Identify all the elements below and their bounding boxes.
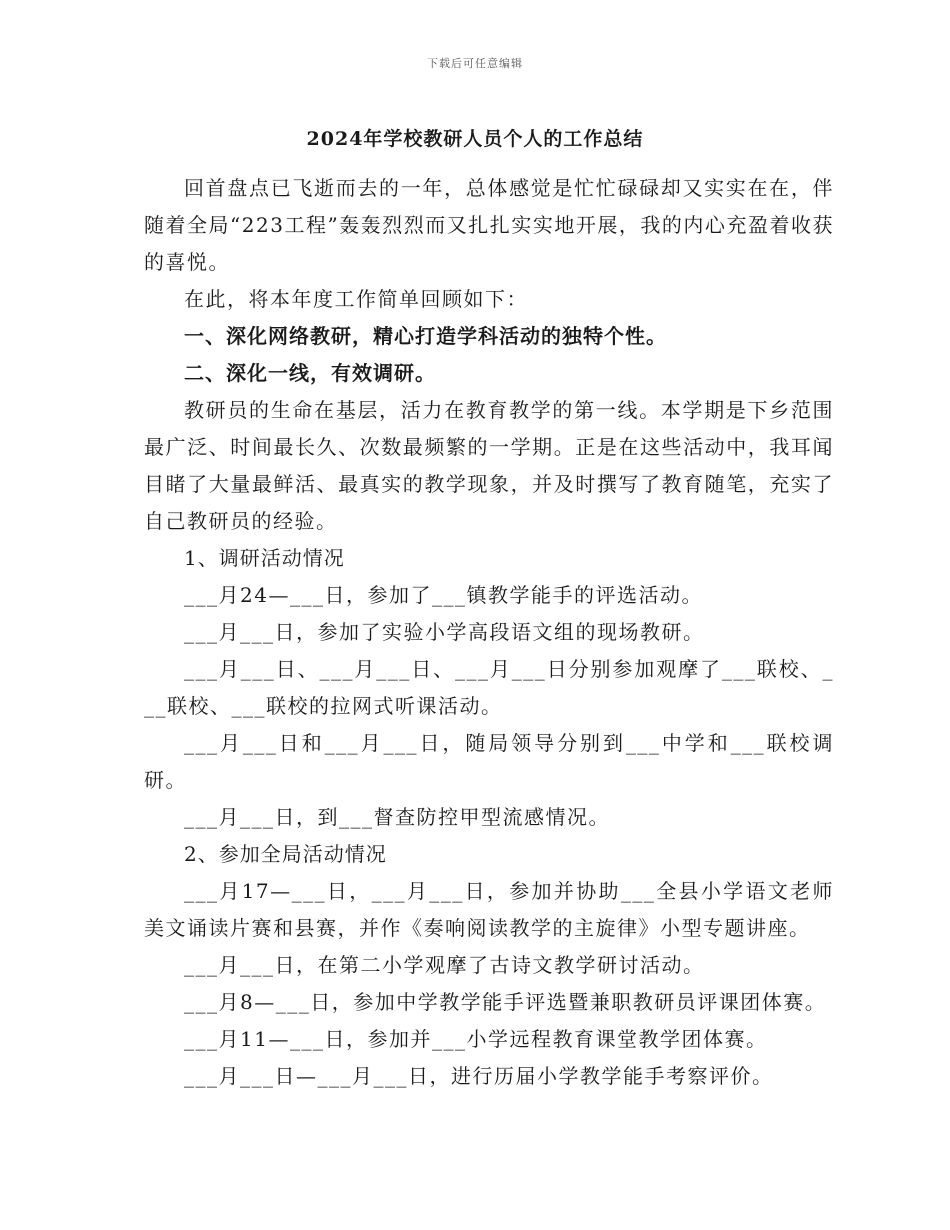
list-item: ___月___日，到___督查防控甲型流感情况。 <box>184 805 610 829</box>
section-heading-1: 一、深化网络教研，精心打造学科活动的独特个性。 <box>184 324 667 348</box>
subheading-bureau-activities: 2、参加全局活动情况 <box>184 842 387 866</box>
list-item: ___月___日、___月___日、___月___日分别参加观摩了___联校、___联校、___联校的拉网式听课活动。 <box>144 657 834 718</box>
subheading-research-activities: 1、调研活动情况 <box>184 546 345 570</box>
list-item: ___月17—___日，___月___日，参加并协助___全县小学语文老师美文诵读片赛和县赛，并作《奏响阅读教学的主旋律》小型专题讲座。 <box>144 879 834 940</box>
paragraph-review-intro: 在此，将本年度工作简单回顾如下： <box>184 287 528 311</box>
list-item: ___月___日—___月___日，进行历届小学教学能手考察评价。 <box>184 1064 774 1088</box>
list-item: ___月___日，参加了实验小学高段语文组的现场教研。 <box>184 620 705 644</box>
list-item: ___月11—___日，参加并___小学远程教育课堂教学团体赛。 <box>184 1027 768 1051</box>
list-item: ___月___日和___月___日，随局领导分别到___中学和___联校调研。 <box>144 731 834 792</box>
list-item: ___月___日，在第二小学观摩了古诗文教学研讨活动。 <box>184 953 705 977</box>
header-note: 下载后可任意编辑 <box>427 57 523 70</box>
list-item: ___月8—___日，参加中学教学能手评选暨兼职教研员评课团体赛。 <box>184 990 827 1014</box>
page-title: 2024年学校教研人员个人的工作总结 <box>306 128 644 150</box>
list-item: ___月24—___日，参加了___镇教学能手的评选活动。 <box>184 583 703 607</box>
paragraph-frontline: 教研员的生命在基层，活力在教育教学的第一线。本学期是下乡范围最广泛、时间最长久、次数最频繁的一学期。正是在这些活动中，我耳闻目睹了大量最鲜活、最真实的教学现象，并及时撰写了教育随笔，充实了自己教研员的经验。 <box>144 398 834 533</box>
section-heading-2: 二、深化一线，有效调研。 <box>184 361 436 385</box>
document-body <box>144 170 834 1095</box>
paragraph-intro: 回首盘点已飞逝而去的一年，总体感觉是忙忙碌碌却又实实在在，伴随着全局“223工程”轰轰烈烈而又扎扎实实地开展，我的内心充盈着收获的喜悦。 <box>144 176 834 274</box>
